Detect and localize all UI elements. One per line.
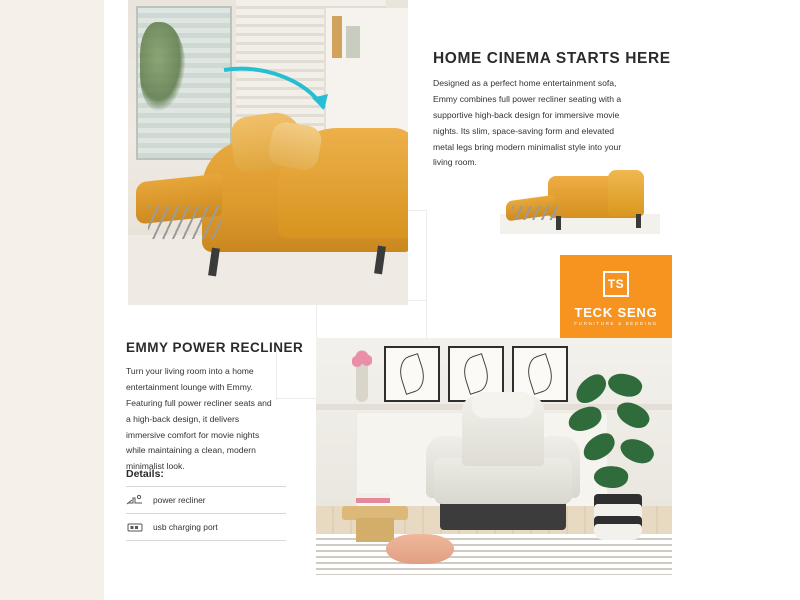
hero-sofa-pillow [267,120,324,172]
product-description: Turn your living room into a home entertainment lounge with Emmy. Featuring full power recliner seats and a high-back design, it delivers immersive comfort for movie nights while maintaining a clean, modern minimalist look. [126,366,272,472]
feature-label: usb charging port [153,522,218,532]
decor-flowers [352,346,372,368]
brand-tagline: FURNITURE & BEDDING [574,321,658,326]
details-label: Details: [126,468,164,480]
product-title: EMMY POWER RECLINER [126,340,304,355]
leaf-icon [613,396,653,434]
brand-monogram-icon: TS [603,271,629,297]
mini-sofa-backrest [608,170,644,216]
leaf-icon [459,353,493,395]
decor-plant-pot [594,494,642,540]
leaf-icon [566,404,605,434]
left-color-band [0,0,104,600]
wall-art-frame-1 [384,346,440,402]
mini-sofa-recliner-mechanism [512,206,560,220]
recliner-icon [126,493,144,507]
usb-port-icon [126,520,144,534]
top-headline: HOME CINEMA STARTS HERE [433,50,671,67]
hero-sofa-recliner-mechanism [148,205,222,239]
armchair-headrest [472,392,534,418]
feature-list [126,486,286,541]
top-body-copy: Designed as a perfect home entertainment sofa, Emmy combines full power recliner seating with a supportive high-back design for immersive movie nights. Its slim, space-saving form and elevated metal legs bring modern minimalist style into your living room. [433,78,622,168]
leaf-icon [395,353,429,395]
guide-line-vertical-b [426,210,427,340]
right-white-band [672,0,800,600]
hero-shelf-decor-b [346,26,360,58]
leaf-icon [617,433,657,468]
brand-name: TECK SENG [574,305,658,320]
decor-book-bottom [356,498,390,503]
leaf-icon [593,464,630,491]
hero-product-photo [128,0,408,305]
hero-shelf-decor-a [332,16,342,58]
leaf-icon [523,353,557,395]
mini-sofa-leg-right [636,214,641,228]
leaf-icon [579,429,619,464]
feature-label: power recliner [153,495,206,505]
leaf-icon [571,370,611,408]
guide-line-horizontal-c [276,398,320,399]
feature-row [126,514,286,541]
curved-arrow-icon [220,64,340,122]
feature-row [126,486,286,514]
mini-sofa-leg-left [556,216,561,230]
decor-plant-leaves [568,374,668,500]
leaf-icon [605,369,644,401]
decor-floor-cushion [386,534,454,564]
coffee-table-leg [356,518,394,542]
decor-vase [356,362,368,402]
mini-product-photo [500,162,660,234]
bottom-product-photo [316,338,672,575]
